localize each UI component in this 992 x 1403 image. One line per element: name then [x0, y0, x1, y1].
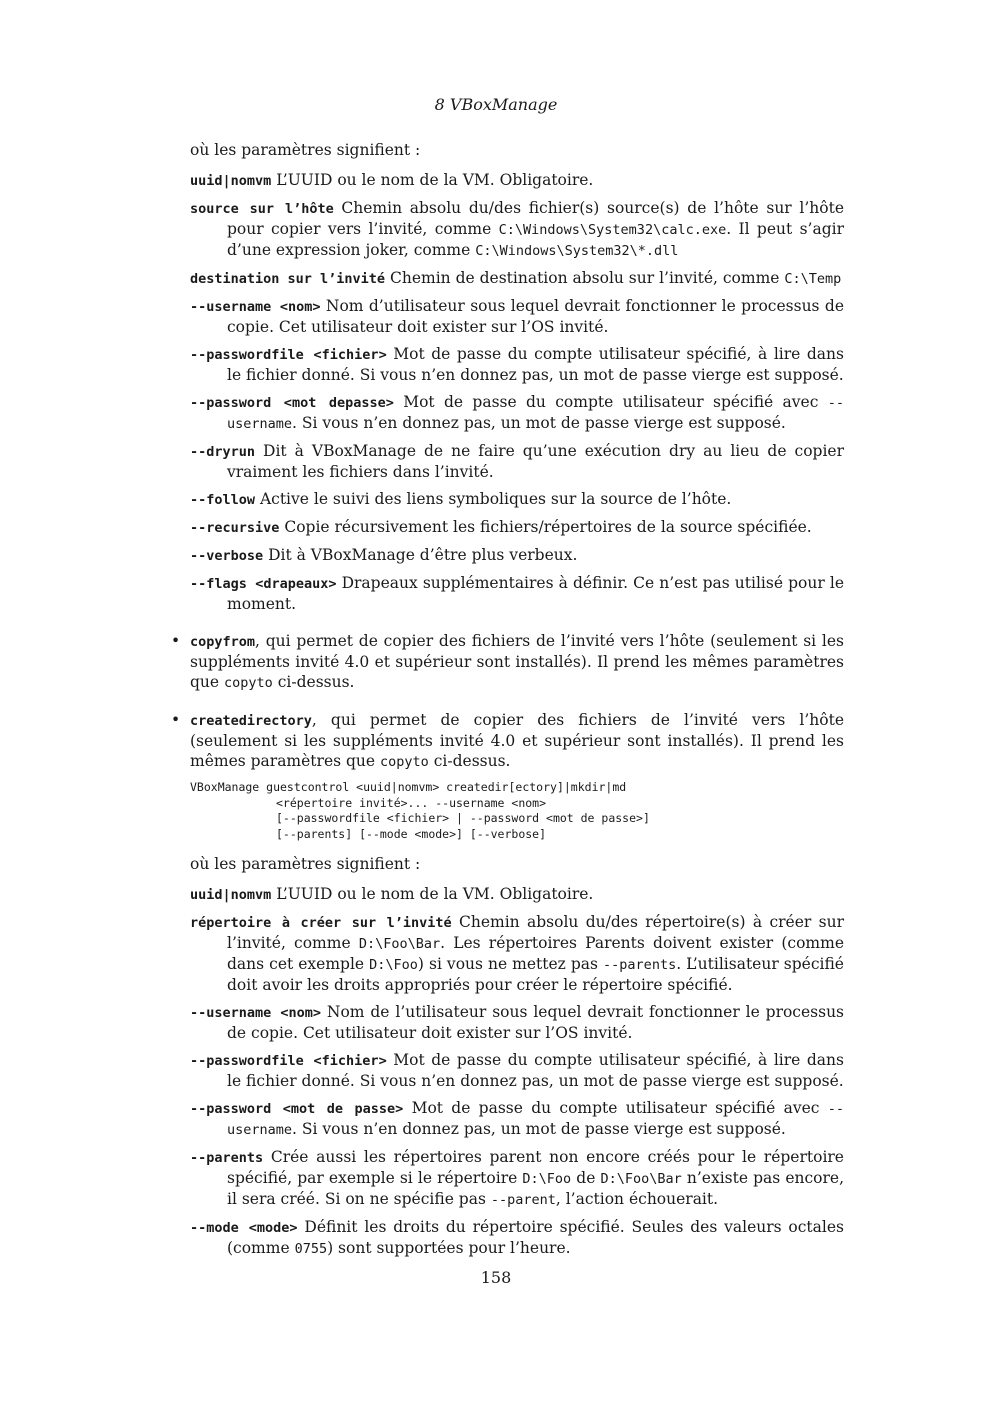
parameter-term: --follow	[190, 492, 256, 508]
parameter-entry	[190, 344, 844, 385]
parameter-term: --mode <mode>	[190, 1220, 298, 1236]
description-text: Mot de passe du compte utilisateur spécifié, à lire dans le fichier donné. Si vous n’en donnez pas, un mot de passe vierge est supposé.	[227, 345, 844, 384]
description-text: Active le suivi des liens symboliques sur la source de l’hôte.	[255, 490, 732, 508]
bullet-icon: •	[171, 632, 181, 650]
code-line: [--passwordfile <fichier> | --password <mot de passe>]	[276, 811, 650, 825]
parameter-entry	[190, 392, 844, 434]
parameter-term: --parents	[190, 1150, 264, 1166]
inline-code: --username	[227, 395, 844, 432]
code-line: [--parents] [--mode <mode>] [--verbose]	[276, 826, 547, 841]
parameter-term: --password <mot depasse>	[190, 395, 394, 411]
description-text: Mot de passe du compte utilisateur spécifié avec	[393, 393, 828, 411]
code-line: VBoxManage guestcontrol <uuid|nomvm> createdir[ectory]|mkdir|md	[190, 780, 627, 794]
parameter-entry	[190, 296, 844, 337]
parameter-entry	[190, 545, 844, 566]
parameter-term: --passwordfile <fichier>	[190, 347, 387, 363]
page-number: 158	[480, 1268, 512, 1287]
description-text: Chemin absolu du/des fichier(s) source(s) de l’hôte sur l’hôte pour copier vers l’invité, comme	[227, 199, 845, 238]
description-text: ) sont supportées pour l’heure.	[327, 1239, 571, 1257]
description-text: Définit les droits du répertoire spécifié. Seules des valeurs octales (comme	[227, 1218, 844, 1257]
command-bullet-list	[171, 631, 844, 772]
command-name: createdirectory	[190, 713, 312, 729]
running-header: 8 VBoxManage	[434, 95, 558, 114]
parameter-term: destination sur l’invité	[190, 271, 386, 287]
inline-code: --username	[227, 1101, 844, 1138]
description-text: Drapeaux supplémentaires à définir. Ce n’est pas utilisé pour le moment.	[227, 574, 844, 613]
parameter-term: --recursive	[190, 520, 280, 536]
description-text: , qui permet de copier des fichiers de l’invité vers l’hôte (seulement si les suppléments invité 4.0 et supérieur sont installés). Il prend les mêmes paramètres que	[190, 711, 844, 770]
inline-code: D:\Foo\Bar	[358, 936, 441, 952]
inline-code: D:\Foo	[522, 1171, 572, 1187]
description-text: Crée aussi les répertoires parent non encore créés pour le répertoire spécifié, par exemple si le répertoire	[227, 1148, 844, 1187]
description-text: ci-dessus.	[428, 752, 511, 770]
section2-intro: où les paramètres signifient :	[190, 855, 421, 873]
parameter-term: répertoire à créer sur l’invité	[190, 915, 452, 931]
description-text: Dit à VBoxManage d’être plus verbeux.	[263, 546, 578, 564]
description-text: . Il peut s’agir d’une expression joker, comme	[227, 220, 845, 259]
parameter-entry	[190, 1002, 844, 1043]
parameter-entry	[190, 441, 844, 482]
parameter-entry	[190, 573, 844, 614]
inline-code: copyto	[380, 754, 429, 770]
description-text: , qui permet de copier des fichiers de l’invité vers l’hôte (seulement si les suppléments invité 4.0 et supérieur sont installés). Il prend les mêmes paramètres que	[190, 632, 844, 691]
parameter-entry	[190, 489, 844, 510]
description-text: Dit à VBoxManage de ne faire qu’une exécution dry au lieu de copier vraiment les fichiers dans l’invité.	[227, 442, 844, 481]
inline-code: D:\Foo	[369, 957, 418, 973]
list-item	[171, 631, 844, 693]
description-text: , l’action échouerait.	[555, 1190, 719, 1208]
parameter-term: --verbose	[190, 548, 264, 564]
description-text: ci-dessus.	[272, 673, 355, 691]
parameter-term: uuid|nomvm	[190, 173, 272, 189]
inline-code: --parents	[603, 957, 677, 973]
bullet-icon: •	[171, 711, 181, 729]
parameter-entry	[190, 884, 844, 905]
description-text: Mot de passe du compte utilisateur spécifié avec	[403, 1099, 828, 1117]
section1-intro: où les paramètres signifient :	[190, 141, 421, 159]
description-text: Copie récursivement les fichiers/répertoires de la source spécifiée.	[279, 518, 812, 536]
parameter-term: --flags <drapeaux>	[190, 576, 337, 592]
description-text: . Les répertoires Parents doivent exister (comme dans cet exemple	[227, 934, 844, 973]
parameter-entry	[190, 1217, 844, 1259]
section1-parameter-list	[190, 170, 844, 614]
description-text: . Si vous n’en donnez pas, un mot de passe vierge est supposé.	[292, 414, 786, 432]
description-text: Nom de l’utilisateur sous lequel devrait fonctionner le processus de copie. Cet utilisateur doit exister sur l’OS invité.	[227, 1003, 845, 1042]
inline-code: 0755	[294, 1241, 328, 1257]
code-block	[190, 780, 844, 842]
section2-parameter-list	[190, 884, 844, 1259]
parameter-term: uuid|nomvm	[190, 887, 272, 903]
description-text: Chemin absolu du/des répertoire(s) à créer sur l’invité, comme	[227, 913, 844, 952]
description-text: n’existe pas encore, il sera créé. Si on ne spécifie pas	[227, 1169, 845, 1208]
parameter-entry	[190, 912, 844, 995]
parameter-term: --password <mot de passe>	[190, 1101, 404, 1117]
code-line: <répertoire invité>... --username <nom>	[276, 795, 547, 810]
description-text: Chemin de destination absolu sur l’invité, comme	[385, 269, 785, 287]
description-text: . Si vous n’en donnez pas, un mot de passe vierge est supposé.	[292, 1120, 786, 1138]
description-text: de	[571, 1169, 601, 1187]
parameter-term: source sur l’hôte	[190, 201, 334, 217]
inline-code: --parent	[490, 1192, 556, 1208]
parameter-term: --dryrun	[190, 444, 256, 460]
parameter-entry	[190, 1098, 844, 1140]
description-text: L’UUID ou le nom de la VM. Obligatoire.	[271, 885, 594, 903]
inline-code: C:\Temp	[784, 271, 842, 287]
parameter-term: --passwordfile <fichier>	[190, 1053, 387, 1069]
description-text: L’UUID ou le nom de la VM. Obligatoire.	[271, 171, 594, 189]
page-content	[171, 140, 845, 1266]
description-text: ) si vous ne mettez pas	[417, 955, 604, 973]
parameter-entry	[190, 1147, 844, 1210]
description-text: Nom d’utilisateur sous lequel devrait fonctionner le processus de copie. Cet utilisateur doit exister sur l’OS invité.	[227, 297, 844, 336]
parameter-entry	[190, 1050, 844, 1091]
parameter-term: --username <nom>	[190, 1005, 322, 1021]
inline-code: C:\Windows\System32\*.dll	[475, 243, 679, 259]
description-text: . L’utilisateur spécifié doit avoir les droits appropriés pour créer le répertoire spécifié.	[227, 955, 844, 994]
parameter-entry	[190, 198, 844, 261]
parameter-term: --username <nom>	[190, 299, 321, 315]
parameter-entry	[190, 170, 844, 191]
inline-code: C:\Windows\System32\calc.exe	[498, 222, 727, 238]
parameter-entry	[190, 517, 844, 538]
command-name: copyfrom	[190, 634, 256, 650]
description-text: Mot de passe du compte utilisateur spécifié, à lire dans le fichier donné. Si vous n’en donnez pas, un mot de passe vierge est supposé.	[227, 1051, 844, 1090]
inline-code: D:\Foo\Bar	[600, 1171, 682, 1187]
parameter-entry	[190, 268, 844, 289]
inline-code: copyto	[224, 675, 273, 691]
list-item	[171, 710, 844, 772]
